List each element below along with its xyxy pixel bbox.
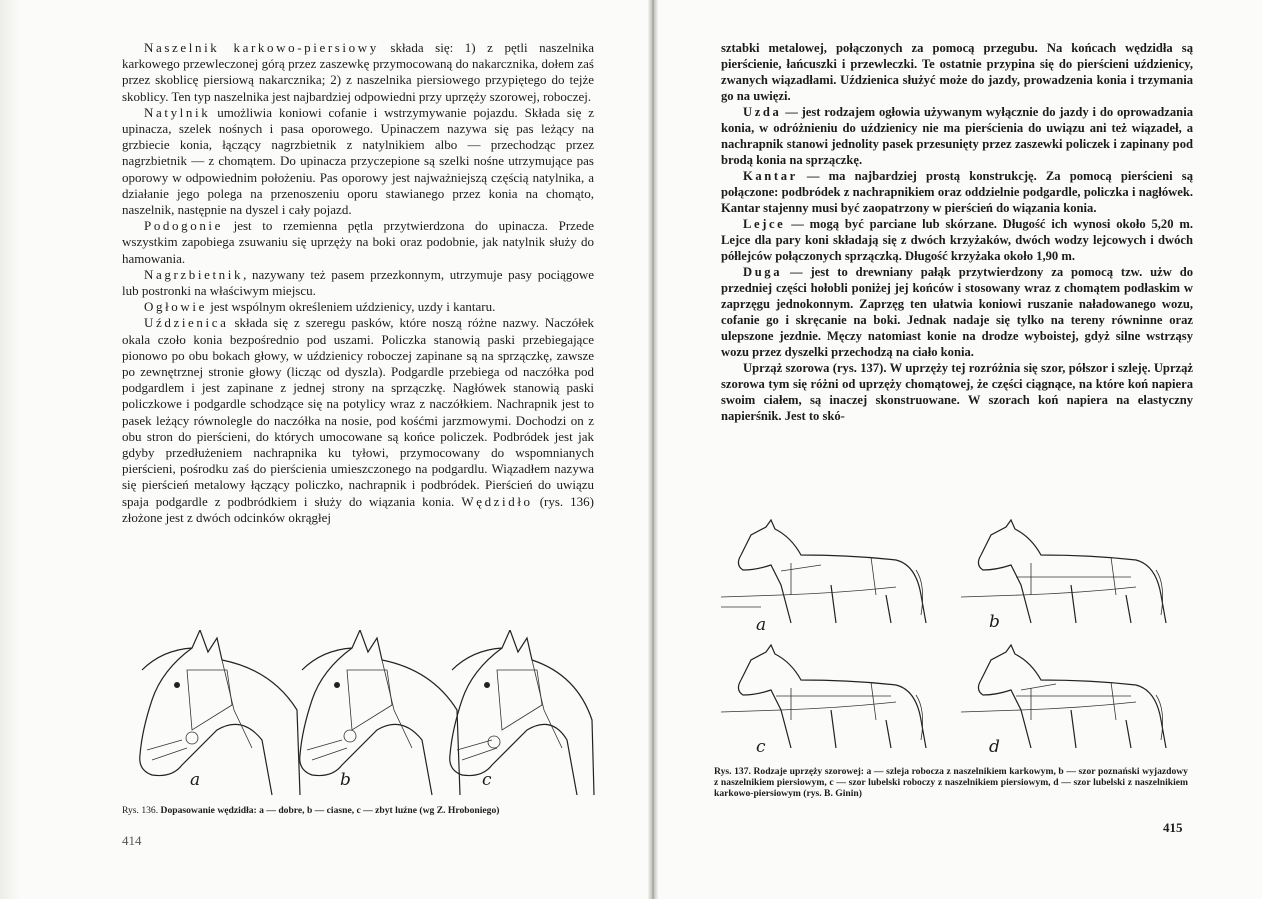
page-number-left: 414 xyxy=(122,833,142,848)
paragraph: Nagrzbietnik, nazywany też pasem przezkonnym, utrzymuje pasy pociągowe lub postronki na właściwym miejscu. xyxy=(122,266,594,299)
harness-illustration xyxy=(721,515,1193,760)
paragraph: Uzda — jest rodzajem ogłowia używanym wyłącznie do jazdy i do oprowadzania konia, w odróżnieniu do uździenicy nie ma pierścienia do uwiązu ani też wiązadeł, a nachrapnik stanowi jednolity pasek przesunięty przez zaszewki policzek i zapinany pod brodą konia na sprzączkę. xyxy=(721,105,1193,167)
horse-head-a xyxy=(140,630,300,795)
paragraph: Kantar — ma najbardziej prostą konstrukcję. Za pomocą pierścieni są połączone: podbródek z nachrapnikiem oraz oddzielnie podgardle, policzka i nagłówek. Kantar stajenny musi być zaopatrzony w pierścień do wiązania konia. xyxy=(721,169,1193,215)
horse-harness-b xyxy=(961,520,1166,623)
paragraph: Duga — jest to drewniany pałąk przytwierdzony za pomocą tzw. użw do przedniej części hołobli poniżej jej końców i stosowany wraz z chomątem podłaskim w zaprzęgu jednokonnym. Zaprzęg ten ułatwia koniowi ruszanie naładowanego wozu, cofanie go i skręcanie na boki. Jednak nadaje się tylko na tereny równinne oraz ulepszone jezdnie. Męczy natomiast konie na drodze wyboistej, gdyż silne wstrząsy wozu przez dyszelki przechodzą na ciało konia. xyxy=(721,265,1193,359)
paragraph: Naszelnik karkowo-piersiowy składa się: 1) z pętli naszelnika karkowego przewleczonej górą przez zaszewkę przymocowaną do nakarcznika, dołem zaś przez skoblicę piersiową nakarcznika; 2) z naszelnika piersiowego przypiętego do tejże skoblicy. Ten typ naszelnika jest najbardziej odpowiedni przy uprzęży szorowej, roboczej. xyxy=(122,40,594,104)
paragraph: Podogonie jest to rzemienna pętla przytwierdzona do upinacza. Przede wszystkim zapobiega zsuwaniu się uprzęży na boki oraz podobnie, jak natylnik służy do hamowania. xyxy=(122,218,594,266)
horse-harness-c xyxy=(721,645,926,748)
page-edge-shadow xyxy=(0,0,20,899)
horse-harness-a xyxy=(721,520,926,623)
paragraph: sztabki metalowej, połączonych za pomocą przegubu. Na końcach wędzidła są pierścienie, łańcuszki i przewleczki. Te ostatnie przypina się do pierścieni uździenicy, zwanych wiązadłami. Uździenica służyć może do jazdy, prowadzenia konia i trzymania go na uwięzi. xyxy=(721,41,1193,103)
page-number-right: 415 xyxy=(1163,820,1183,835)
left-page-text xyxy=(122,40,594,526)
figure-136-caption: Rys. 136. Dopasowanie wędzidła: a — dobre, b — ciasne, c — zbyt luźne (wg Z. Hroboniego) xyxy=(122,805,500,816)
horse-head-b xyxy=(300,630,460,795)
book-gutter xyxy=(648,0,658,899)
paragraph: Uździenica składa się z szeregu pasków, które noszą różne nazwy. Naczółek okala czoło konia bezpośrednio pod uszami. Policzka stanowią paski przebiegające pionowo po obu bokach głowy, w uździenicy roboczej zapinane są na sprzączkę, zawsze po zewnętrznej stronie głowy (licząc od dyszla). Podgardle przebiega od naczółka pod podgardlem i jest zapinane z jednej strony na sprzączkę. Nagłówek stanowią paski policzkowe i podgardle schodzące się na potylicy wraz z naczółkiem. Nachrapnik jest to pasek leżący równolegle do naczółka na nosie, pod kośćmi jarzmowymi. Dochodzi on z obu stron do pierścieni, do których umocowane są końce policzek. Podbródek jest jak gdyby przedłużeniem nachrapnika ku tyłowi, przymocowany do wspomnianych pierścieni, pośrodku zaś do pierścienia umieszczonego na podgardlu. Wiązadłem nazywa się pierścień metalowy łączący policzko, nachrapnik i podbródek. Pierścień do uwiązu spaja podgardle z podbródkiem i służy do wiązania konia. Wędzidło (rys. 136) złożone jest z dwóch odcinków okrągłej xyxy=(122,315,595,525)
figure-label-b: b xyxy=(340,770,351,790)
paragraph: Natylnik umożliwia koniowi cofanie i wstrzymywanie pojazdu. Składa się z upinacza, szelek nośnych i pasa oporowego. Upinaczem nazywa się pas leżący na grzbiecie konia, łączący nagrzbietnik z natylnikiem albo — przechodząc przez nagrzbietnik — z chomątem. Do upinacza przyczepione są szelki nośne utrzymujące pas oporowy w odpowiednim położeniu. Pas oporowy jest najważniejszą częścią natylnika, a działanie jego polega na przenoszeniu oporu stawianego przez konia na chomąto, naszelnik, następnie na dyszel i cały pojazd. xyxy=(122,104,594,218)
figure-label-b: b xyxy=(989,612,1000,632)
paragraph: Ogłowie jest wspólnym określeniem uździenicy, uzdy i kantaru. xyxy=(144,299,496,315)
figure-label-d: d xyxy=(989,737,1000,757)
figure-137-harness-types xyxy=(721,515,1193,760)
figure-label-c: c xyxy=(482,770,492,790)
horse-harness-d xyxy=(961,645,1166,748)
paragraph: Uprząż szorowa (rys. 137). W uprzęży tej rozróżnia się szor, półszor i szleję. Uprząż szorowa tym się różni od uprzęży chomątowej, że części ciągnące, na które koń napiera swoim ciałem, są inaczej skonstruowane. W szorach koń napiera na elastyczny napierśnik. Jest to skó- xyxy=(721,361,1194,423)
figure-label-a: a xyxy=(190,770,201,790)
horse-head-c xyxy=(450,630,594,795)
right-page-text xyxy=(721,40,1193,424)
figure-label-c: c xyxy=(756,737,766,757)
figure-137-caption: Rys. 137. Rodzaje uprzęży szorowej: a — szleja robocza z naszelnikiem karkowym, b — szor poznański wyjazdowy z naszelnikiem piersiowym, c — szor lubelski roboczy z naszelnikiem piersiowym, d — szor lubelski z naszelnikiem karkowo-piersiowym (rys. B. Ginin) xyxy=(714,766,1188,799)
figure-136-bridle-fit xyxy=(122,630,602,800)
figure-label-a: a xyxy=(756,615,767,635)
paragraph: Lejce — mogą być parciane lub skórzane. Długość ich wynosi około 5,20 m. Lejce dla pary koni składają się z dwóch krzyżaków, dwóch wodzy lejcowych i dwóch półlejców połączonych sprzączką. Długość krzyżaka około 1,90 m. xyxy=(721,217,1193,263)
